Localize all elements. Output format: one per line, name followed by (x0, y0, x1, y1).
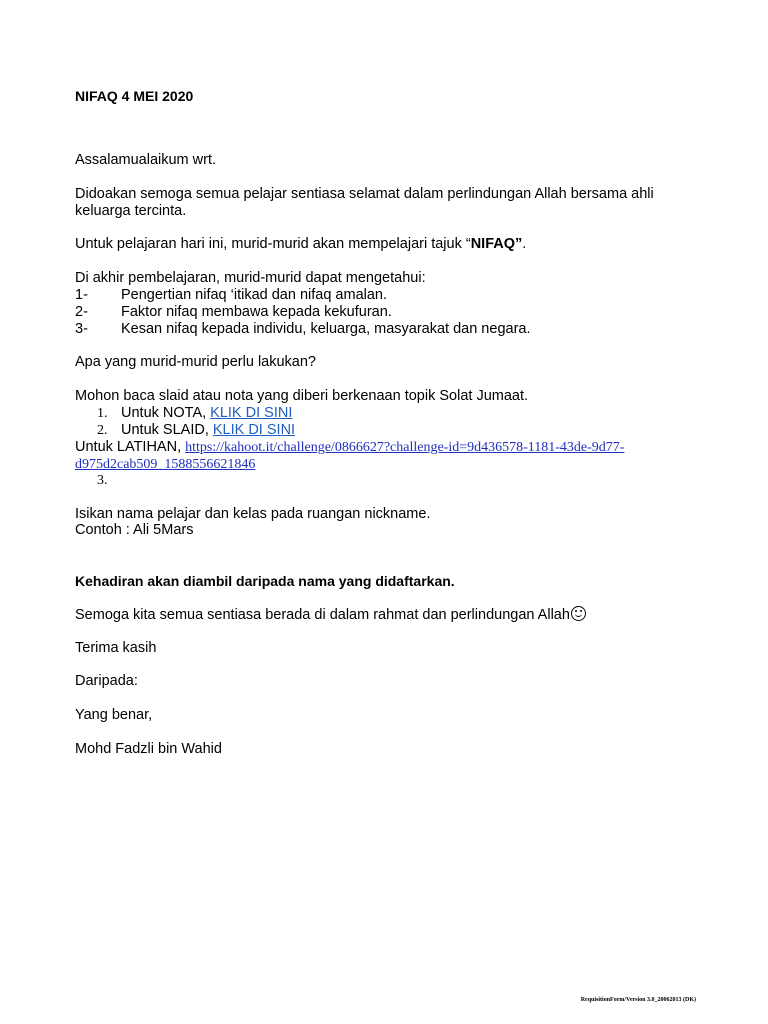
outcome-text: Pengertian nifaq ‘itikad dan nifaq amalan. (121, 287, 388, 303)
greeting: Assalamualaikum wrt. (75, 152, 217, 168)
resource-item-slaid (97, 422, 295, 439)
nickname-example: Contoh : Ali 5Mars (75, 522, 194, 538)
outcome-item (75, 287, 387, 304)
attendance-notice: Kehadiran akan diambil daripada nama yang didaftarkan. (75, 573, 455, 589)
topic-sentence (75, 236, 526, 253)
document-page (75, 0, 735, 1024)
nota-link[interactable]: KLIK DI SINI (210, 405, 293, 421)
outcome-number: 2- (75, 304, 88, 320)
exercise-link-continued (75, 456, 255, 473)
resource-label: Untuk NOTA, (121, 405, 211, 421)
footer-version: RequisitionForm/Version 3.0_20062013 (DK) (580, 997, 696, 1003)
closing-wish-text: Semoga kita semua sentiasa berada di dalam rahmat dan perlindungan Allah (75, 607, 570, 623)
question: Apa yang murid-murid perlu lakukan? (75, 354, 316, 370)
outcome-text: Faktor nifaq membawa kepada kekufuran. (121, 304, 392, 320)
kahoot-link-part-1[interactable]: https://kahoot.it/challenge/0866627?challenge-id=9d436578-1181-43de-9d77- (185, 440, 625, 455)
thanks: Terima kasih (75, 640, 157, 656)
topic-prefix: Untuk pelajaran hari ini, murid-murid akan mempelajari tajuk “ (75, 236, 471, 252)
resource-number: 2. (97, 423, 108, 438)
outcome-item (75, 304, 392, 321)
from-label: Daripada: (75, 673, 138, 689)
empty-item-number: 3. (97, 473, 108, 488)
exercise-label: Untuk LATIHAN, (75, 439, 186, 455)
prayer-line-1: Didoakan semoga semua pelajar sentiasa selamat dalam perlindungan Allah bersama ahli (75, 186, 654, 202)
outcome-item (75, 321, 531, 338)
kahoot-link-part-2[interactable]: d975d2cab509_1588556621846 (75, 457, 256, 472)
exercise-line (75, 439, 624, 456)
nickname-instruction: Isikan nama pelajar dan kelas pada ruangan nickname. (75, 506, 431, 522)
outcome-text: Kesan nifaq kepada individu, keluarga, masyarakat dan negara. (121, 321, 531, 337)
topic-suffix: . (522, 236, 527, 252)
outcome-number: 1- (75, 287, 88, 303)
topic-name: NIFAQ” (470, 236, 523, 252)
read-instruction: Mohon baca slaid atau nota yang diberi berkenaan topik Solat Jumaat. (75, 388, 529, 404)
empty-list-item (97, 472, 121, 489)
resource-item-nota (97, 405, 292, 422)
slaid-link[interactable]: KLIK DI SINI (212, 422, 296, 438)
sincerely: Yang benar, (75, 707, 153, 723)
prayer-line-2: keluarga tercinta. (75, 203, 187, 219)
outcomes-intro: Di akhir pembelajaran, murid-murid dapat mengetahui: (75, 270, 426, 286)
signature-name: Mohd Fadzli bin Wahid (75, 741, 222, 757)
smiley-face-icon (571, 606, 586, 621)
resource-number: 1. (97, 406, 108, 421)
closing-wish (75, 606, 586, 624)
outcome-number: 3- (75, 321, 88, 337)
resource-label: Untuk SLAID, (121, 422, 213, 438)
document-title: NIFAQ 4 MEI 2020 (75, 88, 194, 104)
